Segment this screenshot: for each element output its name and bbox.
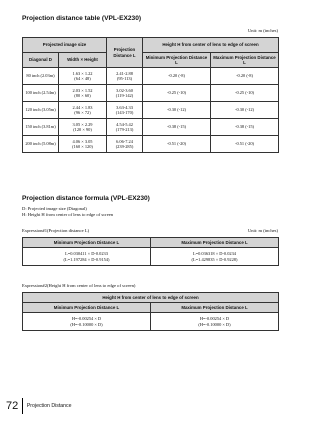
header-diagonal: Diagonal D [23, 53, 59, 68]
expr1-max-formula: L=0.036318 × D-0.0234 (L=1.429835 × D-0.9228) [151, 248, 279, 266]
cell-height-max: -0.30 (-12) [211, 102, 279, 119]
table-row [23, 85, 279, 102]
cell-height-max: -0.38 (-15) [211, 119, 279, 136]
table-row [23, 68, 279, 85]
cell-height-min: -0.25 (-10) [143, 85, 211, 102]
header-image-size: Projected image size [23, 38, 107, 53]
cell-diagonal: 120 inch (3.05m) [23, 102, 59, 119]
expr2-max-header: Maximum Projection Distance L [151, 303, 279, 313]
table-row [23, 119, 279, 136]
expr2-min-formula: H=-0.00254 × D (H=-0.10000 × D) [23, 313, 151, 331]
section-title-table: Projection distance table (VPL-EX230) [22, 15, 142, 22]
cell-diagonal: 150 inch (3.81m) [23, 119, 59, 136]
page-number: 72 [6, 400, 19, 412]
expr2-min-header: Minimum Projection Distance L [23, 303, 151, 313]
expression2-label: Expression#2(Height H from center of lens to edge of screen) [22, 283, 136, 288]
cell-distance: 3.63-4.33 (143-170) [107, 102, 143, 119]
footer-divider [22, 398, 23, 414]
cell-height-min: -0.20 (-8) [143, 68, 211, 85]
cell-diagonal: 200 inch (5.08m) [23, 136, 59, 153]
cell-distance: 2.41-2.88 (95-113) [107, 68, 143, 85]
cell-width-height: 2.44 × 1.83 (96 × 72) [59, 102, 107, 119]
cell-distance: 6.06-7.24 (239-285) [107, 136, 143, 153]
cell-height-min: -0.51 (-20) [143, 136, 211, 153]
cell-height-max: -0.25 (-10) [211, 85, 279, 102]
header-height-group: Height H from center of lens to edge of screen [143, 38, 279, 53]
cell-distance: 4.54-5.42 (179-213) [107, 119, 143, 136]
cell-height-max: -0.20 (-8) [211, 68, 279, 85]
cell-distance: 3.02-3.60 (119-142) [107, 85, 143, 102]
expr1-min-formula: L=0.030411 × D-0.0233 (L=1.197284 × D-0.9154) [23, 248, 151, 266]
table-row [23, 102, 279, 119]
cell-diagonal: 80 inch (2.03m) [23, 68, 59, 85]
header-distance: Projection Distance L [107, 38, 143, 68]
header-min: Minimum Projection Distance L [143, 53, 211, 68]
expr2-max-formula: H=-0.00254 × D (H=-0.10000 × D) [151, 313, 279, 331]
cell-height-min: -0.30 (-12) [143, 102, 211, 119]
projection-distance-table [22, 37, 279, 153]
cell-width-height: 3.05 × 2.29 (120 × 90) [59, 119, 107, 136]
unit-label: Unit: m (inches) [247, 28, 278, 33]
formula-legend [22, 206, 113, 218]
expression1-table [22, 237, 279, 266]
expr2-group-header: Height H from center of lens to edge of screen [23, 293, 279, 303]
expr1-max-header: Maximum Projection Distance L [151, 238, 279, 248]
header-width-height: Width × Height [59, 53, 107, 68]
expr1-min-header: Minimum Projection Distance L [23, 238, 151, 248]
legend-h: H: Height H from center of lens to edge of screen [22, 212, 114, 218]
legend-d: D: Projected image size (Diagonal) [22, 206, 87, 211]
footer-section-title: Projection Distance [26, 403, 72, 409]
cell-diagonal: 100 inch (2.54m) [23, 85, 59, 102]
cell-width-height: 1.63 × 1.22 (64 × 48) [59, 68, 107, 85]
page-footer [6, 398, 72, 414]
cell-width-height: 2.03 × 1.52 (80 × 60) [59, 85, 107, 102]
expression2-table [22, 292, 279, 331]
table-row [23, 136, 279, 153]
cell-width-height: 4.06 × 3.05 (160 × 120) [59, 136, 107, 153]
cell-height-max: -0.51 (-20) [211, 136, 279, 153]
section-title-formula: Projection distance formula (VPL-EX230) [22, 195, 150, 202]
expression1-label: Expression#1(Projection distance L) [22, 228, 90, 233]
header-max: Maximum Projection Distance L [211, 53, 279, 68]
cell-height-min: -0.38 (-15) [143, 119, 211, 136]
unit-label: Unit: m (inches) [247, 228, 278, 233]
